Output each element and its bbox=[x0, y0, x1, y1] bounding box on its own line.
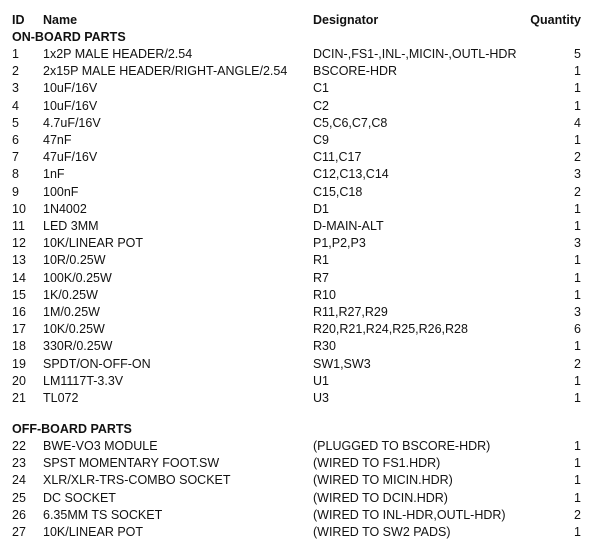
row-id: 5 bbox=[12, 115, 19, 130]
row-quantity: 1 bbox=[574, 339, 581, 354]
row-id: 22 bbox=[12, 439, 26, 453]
row-designator: P1,P2,P3 bbox=[313, 236, 366, 251]
row-designator: C9 bbox=[313, 133, 329, 147]
row-quantity: 2 bbox=[574, 150, 581, 165]
row-id: 21 bbox=[12, 391, 26, 405]
table-row bbox=[0, 252, 600, 269]
table-row bbox=[0, 218, 600, 235]
row-designator: D1 bbox=[313, 201, 329, 216]
table-row bbox=[0, 80, 600, 97]
row-id: 18 bbox=[12, 339, 26, 354]
table-row bbox=[0, 46, 600, 63]
row-designator: R10 bbox=[313, 287, 336, 302]
row-quantity: 1 bbox=[574, 287, 581, 302]
row-name: 10uF/16V bbox=[43, 81, 98, 96]
row-quantity: 1 bbox=[574, 439, 581, 453]
row-quantity: 6 bbox=[574, 322, 581, 337]
row-name: LM1117T-3.3V bbox=[43, 373, 124, 388]
table-row bbox=[0, 201, 600, 218]
row-id: 16 bbox=[12, 305, 26, 319]
row-name: 4.7uF/16V bbox=[43, 115, 101, 130]
row-quantity: 4 bbox=[574, 115, 581, 130]
row-name: BWE-VO3 MODULE bbox=[43, 439, 158, 453]
table-row bbox=[0, 490, 600, 507]
quantity-column-header: Quantity bbox=[530, 13, 581, 27]
row-name: 6.35MM TS SOCKET bbox=[43, 507, 163, 522]
row-quantity: 5 bbox=[574, 47, 581, 61]
row-name: 330R/0.25W bbox=[43, 339, 113, 354]
row-id: 9 bbox=[12, 184, 19, 199]
row-name: 10K/LINEAR POT bbox=[43, 525, 144, 539]
row-designator: DCIN-,FS1-,INL-,MICIN-,OUTL-HDR bbox=[313, 47, 517, 61]
table-row bbox=[0, 63, 600, 80]
table-row bbox=[0, 438, 600, 455]
row-quantity: 1 bbox=[574, 525, 581, 539]
row-quantity: 1 bbox=[574, 490, 581, 505]
row-quantity: 3 bbox=[574, 236, 581, 251]
row-designator: (WIRED TO FS1.HDR) bbox=[313, 456, 441, 471]
row-designator: R20,R21,R24,R25,R26,R28 bbox=[313, 322, 468, 337]
row-id: 2 bbox=[12, 64, 19, 79]
row-quantity: 1 bbox=[574, 81, 581, 96]
row-designator: C2 bbox=[313, 98, 329, 113]
row-id: 19 bbox=[12, 356, 26, 371]
row-id: 1 bbox=[12, 47, 19, 61]
row-quantity: 1 bbox=[574, 391, 581, 405]
row-name: 1nF bbox=[43, 167, 65, 182]
table-row bbox=[0, 321, 600, 338]
row-quantity: 1 bbox=[574, 473, 581, 488]
row-designator: (WIRED TO DCIN.HDR) bbox=[313, 490, 448, 505]
row-name: SPST MOMENTARY FOOT.SW bbox=[43, 456, 220, 471]
row-designator: C12,C13,C14 bbox=[313, 167, 389, 182]
row-quantity: 1 bbox=[574, 64, 581, 79]
row-quantity: 3 bbox=[574, 305, 581, 319]
row-id: 23 bbox=[12, 456, 26, 471]
row-name: DC SOCKET bbox=[43, 490, 116, 505]
row-id: 24 bbox=[12, 473, 26, 488]
row-quantity: 2 bbox=[574, 507, 581, 522]
row-quantity: 1 bbox=[574, 373, 581, 388]
row-designator: C5,C6,C7,C8 bbox=[313, 115, 388, 130]
name-column-header: Name bbox=[43, 13, 78, 27]
table-row bbox=[0, 115, 600, 132]
row-quantity: 3 bbox=[574, 167, 581, 182]
row-designator: (WIRED TO SW2 PADS) bbox=[313, 525, 451, 539]
row-designator: R30 bbox=[313, 339, 336, 354]
row-designator: (WIRED TO MICIN.HDR) bbox=[313, 473, 453, 488]
table-row bbox=[0, 184, 600, 201]
row-quantity: 2 bbox=[574, 356, 581, 371]
row-name: 10uF/16V bbox=[43, 98, 98, 113]
row-id: 27 bbox=[12, 525, 26, 539]
row-id: 13 bbox=[12, 253, 26, 268]
row-name: 100K/0.25W bbox=[43, 270, 112, 285]
table-row bbox=[0, 287, 600, 304]
row-id: 8 bbox=[12, 167, 19, 182]
row-designator: R11,R27,R29 bbox=[313, 305, 388, 319]
row-name: 47uF/16V bbox=[43, 150, 98, 165]
row-id: 12 bbox=[12, 236, 26, 251]
row-id: 14 bbox=[12, 270, 26, 285]
row-quantity: 1 bbox=[574, 253, 581, 268]
row-quantity: 1 bbox=[574, 270, 581, 285]
table-row bbox=[0, 524, 600, 541]
row-name: TL072 bbox=[43, 391, 79, 405]
row-id: 3 bbox=[12, 81, 19, 96]
row-name: 2x15P MALE HEADER/RIGHT-ANGLE/2.54 bbox=[43, 64, 288, 79]
table-row bbox=[0, 235, 600, 252]
table-row bbox=[0, 270, 600, 287]
row-quantity: 2 bbox=[574, 184, 581, 199]
row-name: 100nF bbox=[43, 184, 79, 199]
row-quantity: 1 bbox=[574, 201, 581, 216]
row-designator: D-MAIN-ALT bbox=[313, 219, 384, 233]
row-designator: C11,C17 bbox=[313, 150, 362, 165]
row-id: 11 bbox=[12, 219, 25, 233]
row-name: SPDT/ON-OFF-ON bbox=[43, 356, 151, 371]
row-id: 26 bbox=[12, 507, 26, 522]
row-designator: C15,C18 bbox=[313, 184, 363, 199]
row-name: 10K/0.25W bbox=[43, 322, 105, 337]
row-id: 17 bbox=[12, 322, 26, 337]
table-row bbox=[0, 166, 600, 183]
row-designator: R7 bbox=[313, 270, 329, 285]
table-row bbox=[0, 390, 600, 407]
row-name: 10K/LINEAR POT bbox=[43, 236, 144, 251]
row-designator: C1 bbox=[313, 81, 329, 96]
row-name: 1M/0.25W bbox=[43, 305, 100, 319]
row-designator: R1 bbox=[313, 253, 329, 268]
row-id: 7 bbox=[12, 150, 19, 165]
row-designator: (PLUGGED TO BSCORE-HDR) bbox=[313, 439, 491, 453]
row-id: 6 bbox=[12, 133, 19, 147]
table-row bbox=[0, 338, 600, 355]
designator-column-header: Designator bbox=[313, 13, 379, 27]
row-id: 15 bbox=[12, 287, 26, 302]
row-quantity: 1 bbox=[574, 456, 581, 471]
table-row bbox=[0, 373, 600, 390]
table-row bbox=[0, 132, 600, 149]
table-row bbox=[0, 455, 600, 472]
row-quantity: 1 bbox=[574, 219, 581, 233]
section-title: ON-BOARD PARTS bbox=[12, 30, 126, 44]
table-row bbox=[0, 304, 600, 321]
table-row bbox=[0, 507, 600, 524]
row-quantity: 1 bbox=[574, 133, 581, 147]
section-title: OFF-BOARD PARTS bbox=[12, 422, 132, 436]
row-designator: U1 bbox=[313, 373, 329, 388]
row-name: 1N4002 bbox=[43, 201, 87, 216]
row-id: 10 bbox=[12, 201, 26, 216]
table-header bbox=[0, 12, 600, 29]
row-id: 25 bbox=[12, 490, 26, 505]
row-id: 4 bbox=[12, 98, 19, 113]
row-designator: SW1,SW3 bbox=[313, 356, 371, 371]
table-row bbox=[0, 356, 600, 373]
row-name: 10R/0.25W bbox=[43, 253, 106, 268]
table-row bbox=[0, 98, 600, 115]
row-name: 47nF bbox=[43, 133, 72, 147]
id-column-header: ID bbox=[12, 13, 25, 27]
row-id: 20 bbox=[12, 373, 26, 388]
row-name: LED 3MM bbox=[43, 219, 99, 233]
row-designator: U3 bbox=[313, 391, 329, 405]
row-designator: (WIRED TO INL-HDR,OUTL-HDR) bbox=[313, 507, 506, 522]
table-row bbox=[0, 472, 600, 489]
row-quantity: 1 bbox=[574, 98, 581, 113]
row-name: 1x2P MALE HEADER/2.54 bbox=[43, 47, 193, 61]
row-designator: BSCORE-HDR bbox=[313, 64, 398, 79]
table-row bbox=[0, 149, 600, 166]
row-name: XLR/XLR-TRS-COMBO SOCKET bbox=[43, 473, 231, 488]
row-name: 1K/0.25W bbox=[43, 287, 98, 302]
